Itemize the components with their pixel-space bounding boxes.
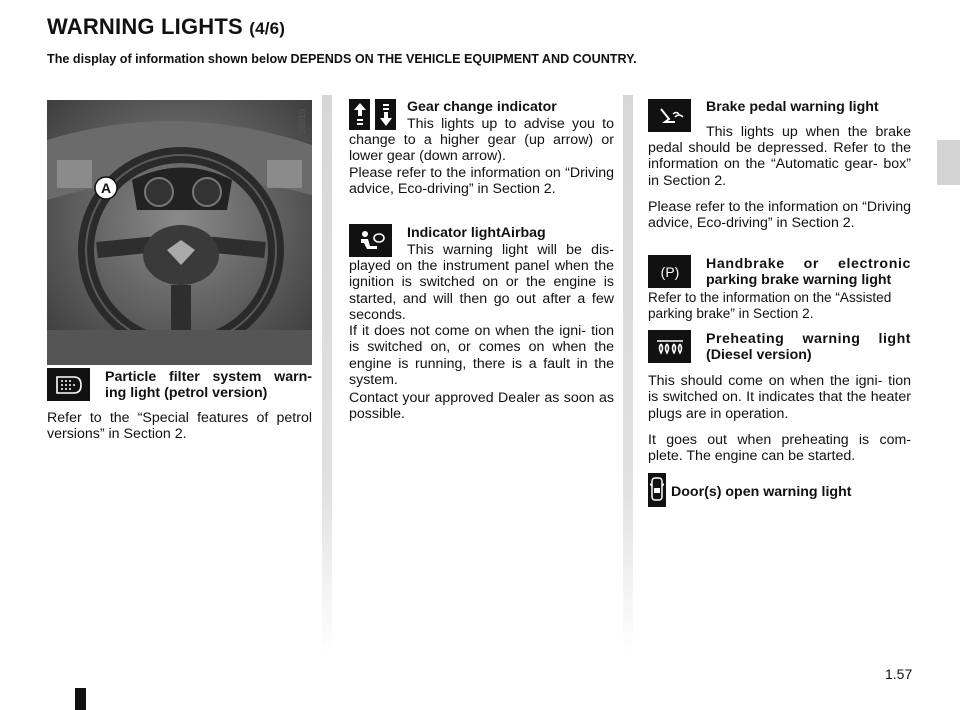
page-title — [47, 14, 285, 40]
page-corner-mark — [75, 688, 86, 710]
preheating-title — [706, 331, 911, 364]
airbag-contact: Contact your approved Dealer as soon as possible. — [349, 390, 614, 423]
section-tab — [937, 140, 960, 185]
column-divider-1 — [322, 95, 332, 655]
preheating-icon — [648, 330, 691, 363]
photo-reference-code: 39919 — [297, 108, 307, 134]
preheating-title-line1: Preheating warning light — [706, 331, 911, 347]
handbrake-title — [706, 256, 911, 289]
brake-pedal-advice: Please refer to the information on “Driving advice, Eco-driving” in Section 2. — [648, 199, 911, 232]
gear-change-advice: Please refer to the information on “Driving advice, Eco-driving” in Section 2. — [349, 165, 614, 198]
gear-down-arrow-icon — [375, 99, 396, 130]
preheating-body: This should come on when the igni- tion is switched on. It indicates that the heater plugs are in operation. — [648, 373, 911, 422]
airbag-title: Indicator lightAirbag — [407, 225, 546, 241]
handbrake-body: Refer to the information on the “Assisted parking brake” in Section 2. — [648, 290, 892, 322]
title-part: (4/6) — [249, 19, 286, 38]
steering-wheel-illustration — [47, 100, 312, 365]
particle-filter-title-line2: ing light (petrol version) — [105, 385, 268, 402]
dashboard-photo — [47, 100, 312, 365]
preheating-end: It goes out when preheating is com- plete. The engine can be started. — [648, 432, 911, 465]
airbag-line1: This warning light will be dis- — [407, 242, 614, 258]
photo-marker-a: A — [100, 180, 112, 196]
particle-filter-title-line1: Particle filter system warn- — [105, 369, 312, 385]
gear-change-line1: This lights up to advise you to — [407, 116, 614, 132]
gear-change-title: Gear change indicator — [407, 99, 557, 115]
airbag-icon — [349, 224, 392, 257]
column-divider-2 — [623, 95, 633, 655]
brake-pedal-icon — [648, 99, 691, 132]
handbrake-title-line1: Handbrake or electronic — [706, 256, 911, 272]
door-open-title: Door(s) open warning light — [671, 484, 852, 500]
particle-filter-title — [105, 369, 312, 402]
parking-brake-icon — [648, 255, 691, 288]
brake-pedal-line1: This lights up when the brake — [706, 124, 911, 140]
title-text: WARNING LIGHTS — [47, 14, 243, 39]
parking-brake-icon-text: (P) — [660, 263, 679, 280]
page-subtitle: The display of information shown below DEPENDS ON THE VEHICLE EQUIPMENT AND COUNTRY. — [47, 52, 637, 66]
handbrake-title-line2: parking brake warning light — [706, 272, 892, 289]
preheating-title-line2: (Diesel version) — [706, 347, 812, 364]
brake-pedal-title: Brake pedal warning light — [706, 99, 879, 115]
gear-up-arrow-icon — [349, 99, 370, 130]
gear-change-body: change to a higher gear (up arrow) or lower gear (down arrow). — [349, 132, 614, 165]
brake-pedal-body: pedal should be depressed. Refer to the information on the “Automatic gear- box” in Section 2. — [648, 140, 911, 189]
door-open-icon — [648, 473, 666, 507]
particle-filter-icon — [47, 368, 90, 401]
airbag-body: played on the instrument panel when the ignition is switched on or the engine is started, and will then go out after a few seconds. — [349, 258, 614, 324]
page-number: 1.57 — [885, 666, 913, 682]
particle-filter-body: Refer to the “Special features of petrol versions” in Section 2. — [47, 410, 312, 443]
airbag-fault: If it does not come on when the igni- tion is switched on, or comes on when the engine is running, there is a fault in the system. — [349, 323, 614, 389]
